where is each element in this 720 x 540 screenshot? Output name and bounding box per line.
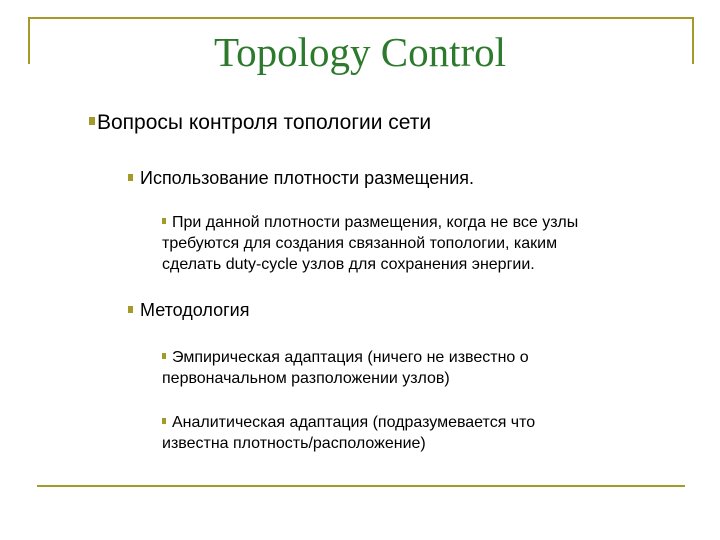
sub-bullet-line: известна плотность/расположение): [162, 435, 426, 452]
frame-bottom-line: [37, 485, 685, 487]
bullet-item-methodology-text: Методология: [140, 300, 250, 320]
sub-bullet-duty-cycle: [162, 212, 662, 275]
sub-bullet-line: первоначальном разположении узлов): [162, 370, 450, 387]
bullet-item-density: [128, 166, 474, 190]
sub-bullet-line: Аналитическая адаптация (подразумевается что: [162, 412, 662, 433]
slide-title: Topology Control: [213, 29, 507, 75]
bullet-level1: [89, 109, 431, 137]
square-bullet-icon: [162, 218, 166, 224]
square-bullet-icon: [128, 306, 133, 313]
square-bullet-icon: [162, 418, 166, 424]
square-bullet-icon: [162, 353, 166, 359]
sub-bullet-line: сделать duty-cycle узлов для сохранения энергии.: [162, 256, 535, 273]
sub-bullet-analytic: [162, 412, 662, 454]
sub-bullet-line: требуются для создания связанной топологии, каким: [162, 235, 558, 252]
square-bullet-icon: [89, 117, 95, 125]
square-bullet-icon: [128, 174, 133, 181]
sub-bullet-line: Эмпирическая адаптация (ничего не известно о: [162, 347, 662, 368]
bullet-item-methodology: [128, 298, 249, 322]
bullet-level1-text: Вопросы контроля топологии сети: [97, 111, 432, 134]
sub-bullet-empirical: [162, 347, 662, 389]
bullet-item-density-text: Использование плотности размещения.: [140, 168, 475, 188]
sub-bullet-line: При данной плотности размещения, когда не все узлы: [162, 212, 662, 233]
frame-top-line: [28, 17, 694, 19]
